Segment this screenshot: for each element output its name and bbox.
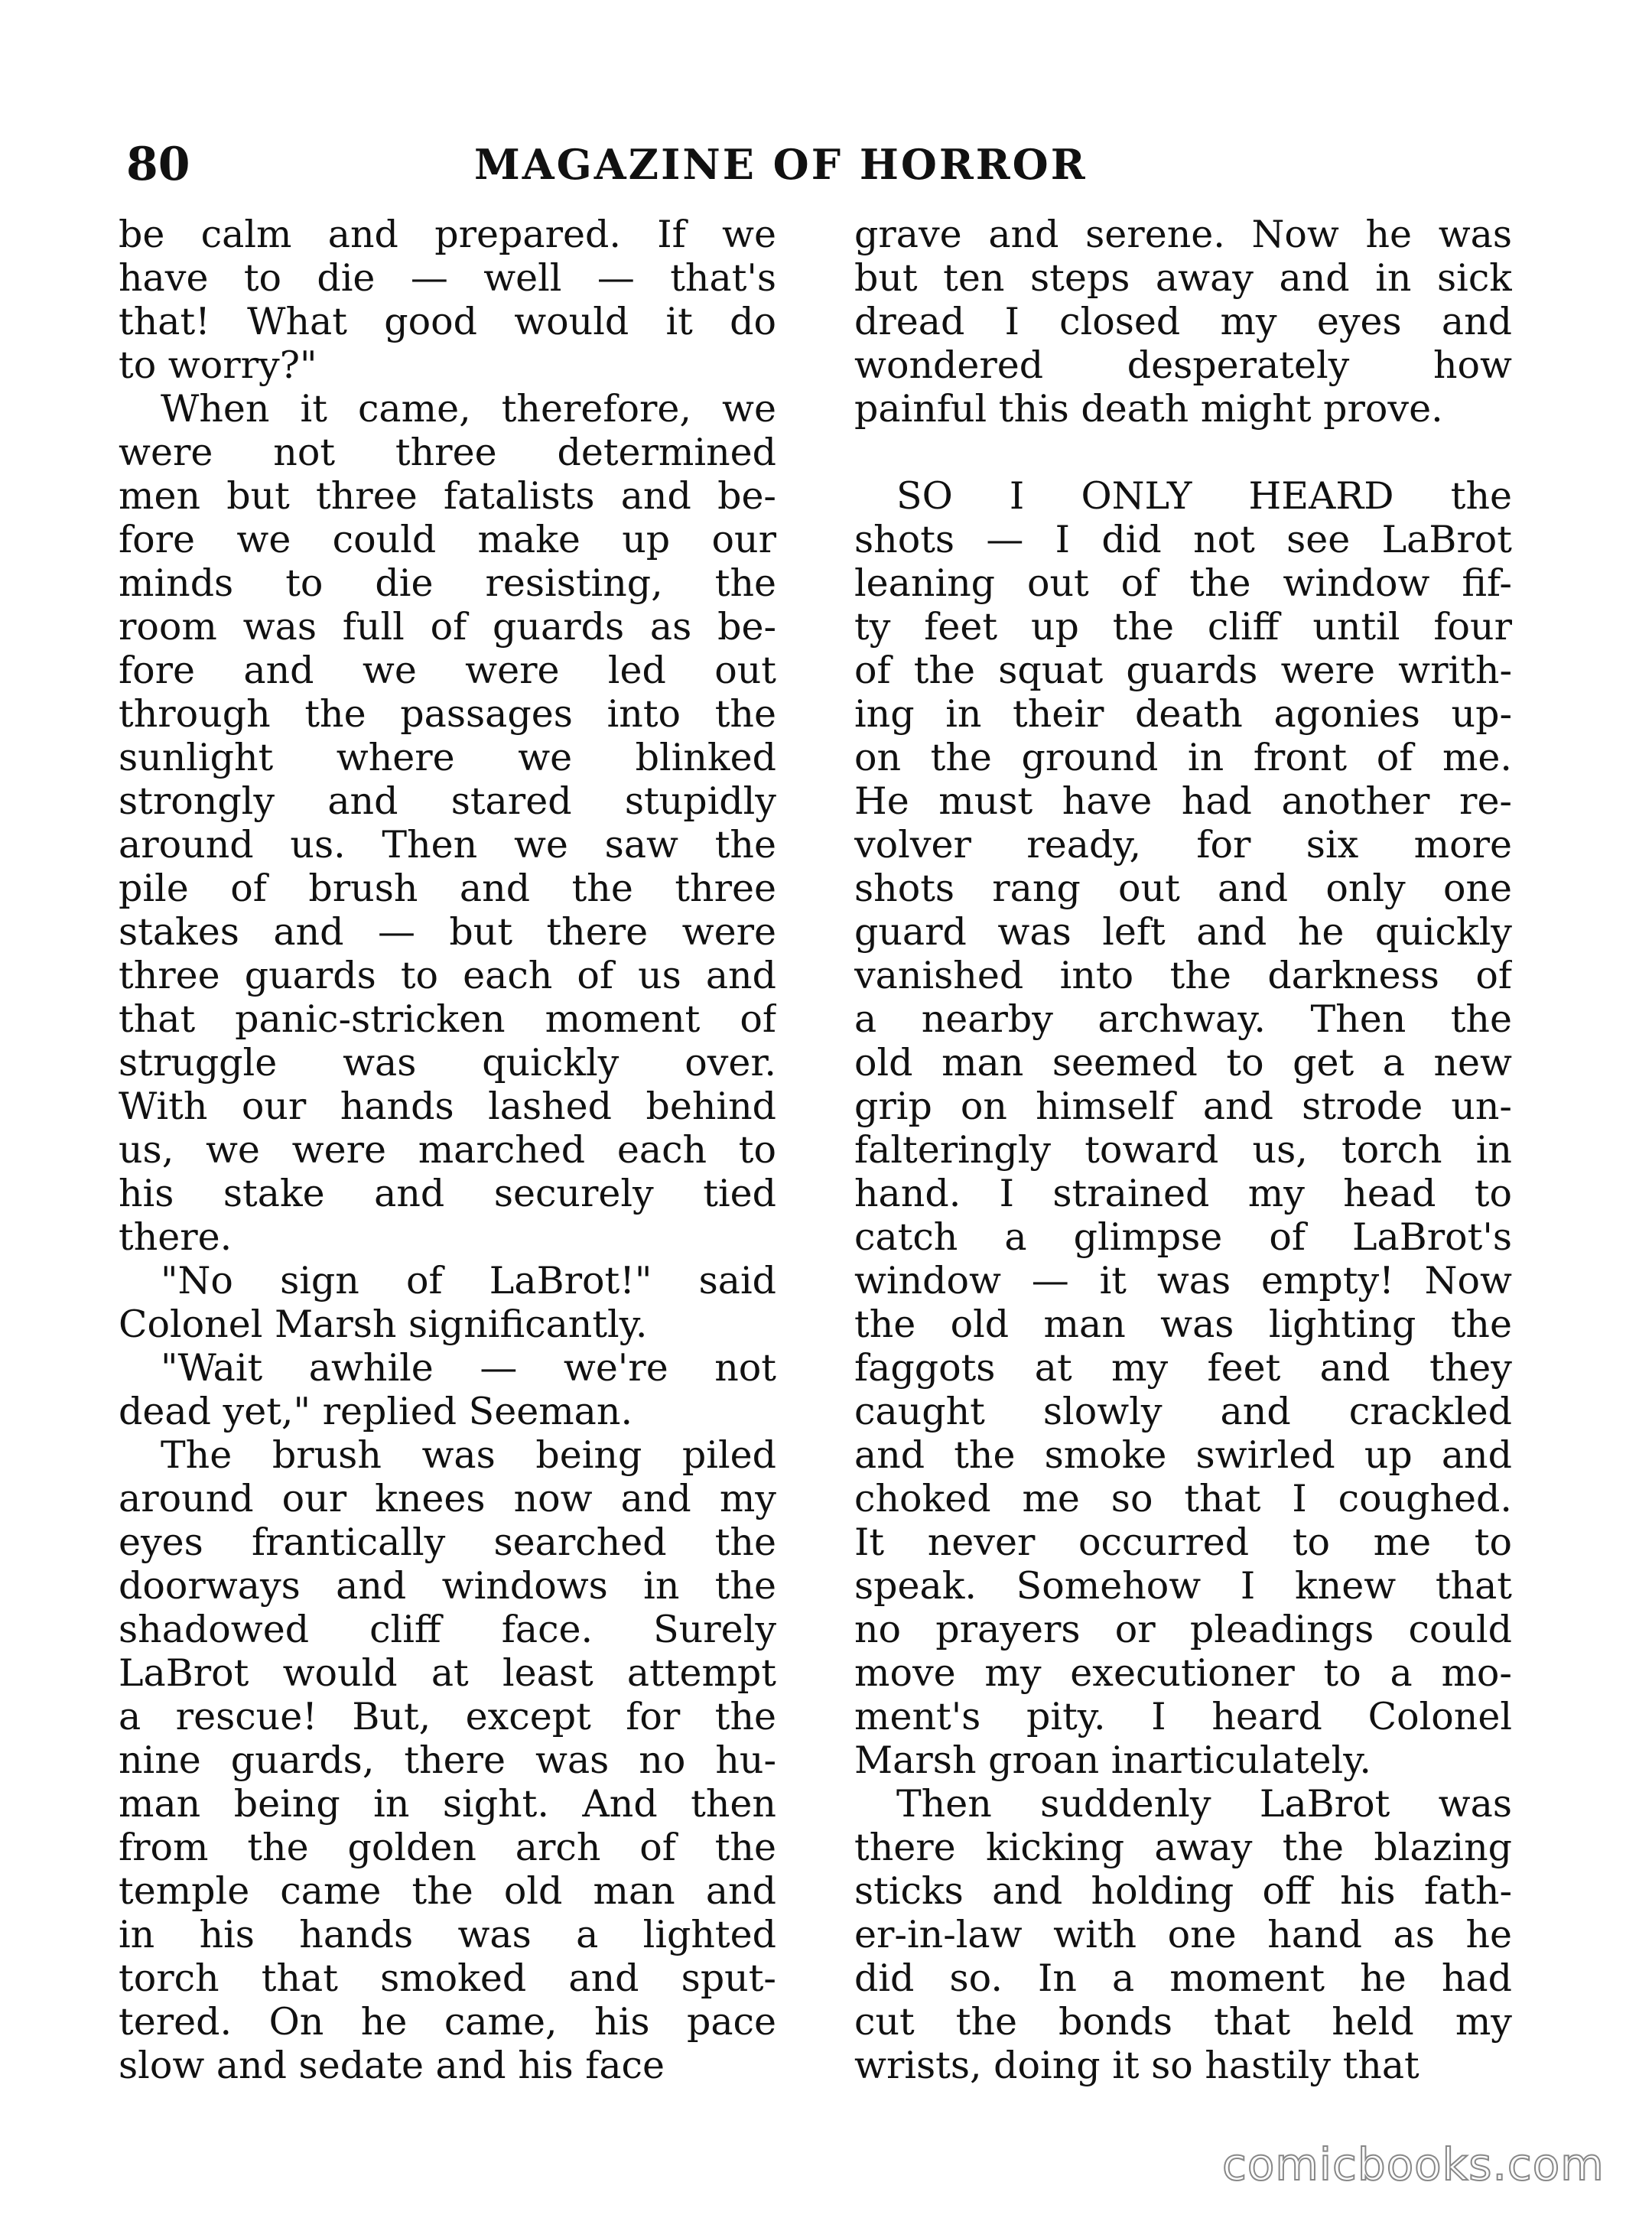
text-line: a nearby archway. Then the [854,997,1512,1041]
text-line: window — it was empty! Now [854,1259,1512,1303]
text-line: old man seemed to get a new [854,1041,1512,1085]
text-line: but ten steps away and in sick [854,256,1512,300]
text-line: on the ground in front of me. [854,736,1512,779]
text-line: no prayers or pleadings could [854,1608,1512,1651]
text-line: catch a glimpse of LaBrot's [854,1215,1512,1259]
text-line: "Wait awhile — we're not [161,1346,776,1390]
text-line: us, we were marched each to [119,1128,776,1172]
text-line: er-in-law with one hand as he [854,1913,1512,1956]
text-line: fore and we were led out [119,649,776,692]
text-line: of the squat guards were writh- [854,649,1512,692]
text-line: minds to die resisting, the [119,561,776,605]
text-line: hand. I strained my head to [854,1172,1512,1215]
text-line: speak. Somehow I knew that [854,1564,1512,1608]
text-line: It never occurred to me to [854,1520,1512,1564]
text-line: his stake and securely tied [119,1172,776,1215]
page-number: 80 [126,138,190,191]
text-line: falteringly toward us, torch in [854,1128,1512,1172]
text-line: sunlight where we blinked [119,736,776,779]
text-line: a rescue! But, except for the [119,1695,776,1738]
text-line: shots rang out and only one [854,867,1512,910]
text-line: He must have had another re- [854,779,1512,823]
text-line: shadowed cliff face. Surely [119,1608,776,1651]
text-line: in his hands was a lighted [119,1913,776,1956]
text-line: be calm and prepared. If we [119,213,776,256]
text-line: sticks and holding off his fath- [854,1869,1512,1913]
text-line: three guards to each of us and [119,954,776,997]
text-line: caught slowly and crackled [854,1390,1512,1433]
text-line: the old man was lighting the [854,1303,1512,1346]
paragraph-break [854,431,1512,474]
text-line: there kicking away the blazing [854,1826,1512,1869]
text-line: Then suddenly LaBrot was [896,1782,1512,1826]
text-line: cut the bonds that held my [854,2000,1512,2044]
text-line: dread I closed my eyes and [854,300,1512,343]
text-line: ty feet up the cliff until four [854,605,1512,649]
text-line: nine guards, there was no hu- [119,1738,776,1782]
text-line: When it came, therefore, we [161,387,776,431]
text-line: grave and serene. Now he was [854,213,1512,256]
text-line: volver ready, for six more [854,823,1512,867]
text-line: that panic-stricken moment of [119,997,776,1041]
text-line: to worry?" [119,343,317,387]
text-column-right [854,213,1512,2087]
watermark: comicbooks.com [1222,2138,1605,2190]
text-line: struggle was quickly over. [119,1041,776,1085]
text-line: temple came the old man and [119,1869,776,1913]
text-line: vanished into the darkness of [854,954,1512,997]
text-line: wrists, doing it so hastily that [854,2044,1419,2087]
text-line: room was full of guards as be- [119,605,776,649]
text-line: strongly and stared stupidly [119,779,776,823]
text-line: choked me so that I coughed. [854,1477,1512,1520]
text-line: SO I ONLY HEARD the [896,474,1512,518]
text-line: doorways and windows in the [119,1564,776,1608]
text-line: around our knees now and my [119,1477,776,1520]
text-line: leaning out of the window fif- [854,561,1512,605]
page-header [126,130,1518,199]
text-line: grip on himself and strode un- [854,1085,1512,1128]
text-line: did so. In a moment he had [854,1956,1512,2000]
text-column-left [119,213,776,2087]
text-line: torch that smoked and sput- [119,1956,776,2000]
text-line: faggots at my feet and they [854,1346,1512,1390]
text-line: around us. Then we saw the [119,823,776,867]
text-line: shots — I did not see LaBrot [854,518,1512,561]
text-line: ment's pity. I heard Colonel [854,1695,1512,1738]
text-line: men but three fatalists and be- [119,474,776,518]
text-line: LaBrot would at least attempt [119,1651,776,1695]
text-line: stakes and — but there were [119,910,776,954]
text-line: "No sign of LaBrot!" said [161,1259,776,1303]
text-line: from the golden arch of the [119,1826,776,1869]
text-line: guard was left and he quickly [854,910,1512,954]
running-title: MAGAZINE OF HORROR [474,140,1088,189]
text-line: tered. On he came, his pace [119,2000,776,2044]
text-line: and the smoke swirled up and [854,1433,1512,1477]
text-line: wondered desperately how [854,343,1512,387]
text-line: man being in sight. And then [119,1782,776,1826]
text-line: eyes frantically searched the [119,1520,776,1564]
text-line: painful this death might prove. [854,387,1443,431]
text-line: fore we could make up our [119,518,776,561]
text-line: The brush was being piled [161,1433,776,1477]
text-line: With our hands lashed behind [119,1085,776,1128]
text-line: move my executioner to a mo- [854,1651,1512,1695]
text-line: pile of brush and the three [119,867,776,910]
text-line: have to die — well — that's [119,256,776,300]
text-line: were not three determined [119,431,776,474]
text-line: slow and sedate and his face [119,2044,665,2087]
text-line: Marsh groan inarticulately. [854,1738,1371,1782]
text-line: through the passages into the [119,692,776,736]
text-line: that! What good would it do [119,300,776,343]
text-line: ing in their death agonies up- [854,692,1512,736]
text-line: there. [119,1215,233,1259]
text-line: dead yet," replied Seeman. [119,1390,633,1433]
text-line: Colonel Marsh significantly. [119,1303,648,1346]
